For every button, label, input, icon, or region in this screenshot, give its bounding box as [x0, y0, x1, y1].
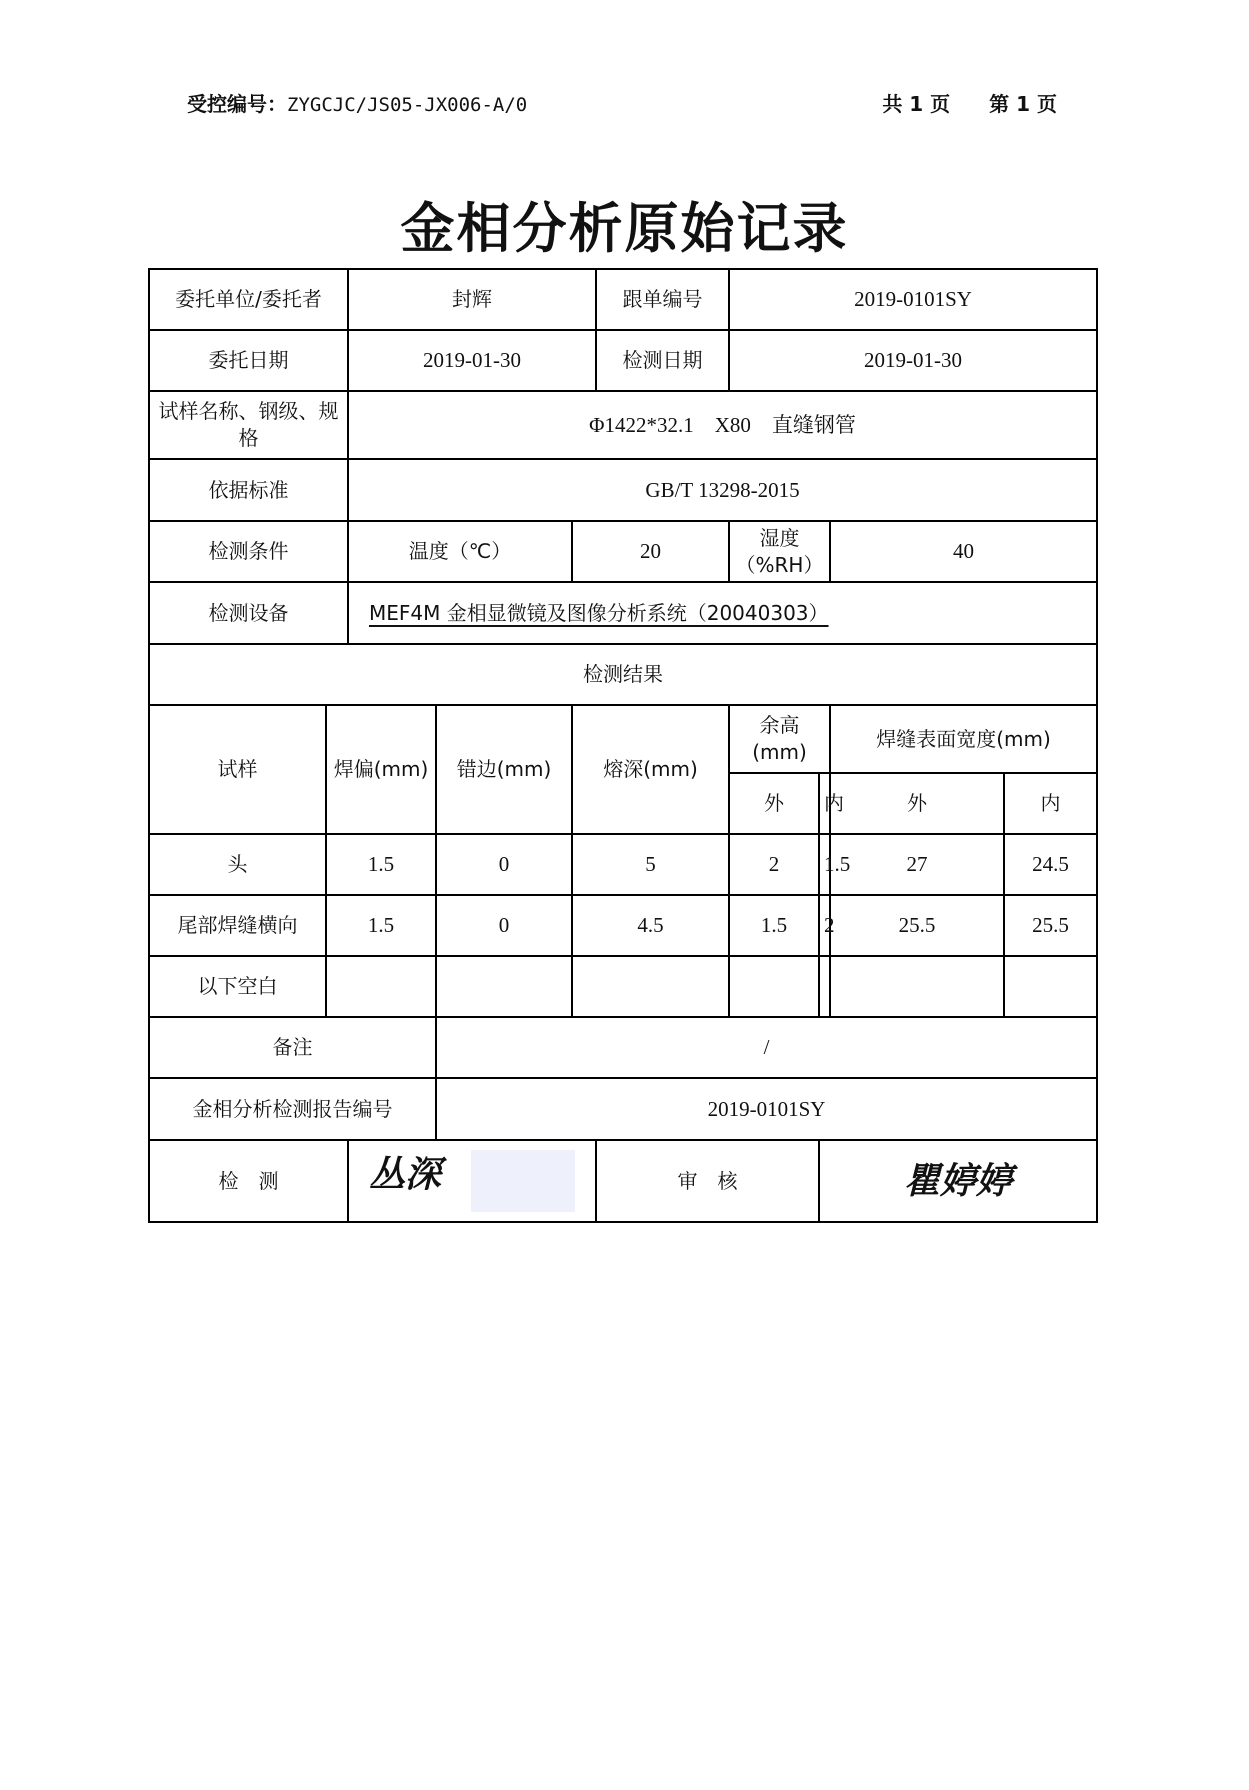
test-date-label: 检测日期: [596, 330, 729, 391]
col-penetration: 熔深(mm): [572, 705, 729, 834]
row-sample-name: 尾部焊缝横向: [149, 895, 326, 956]
test-date-value: 2019-01-30: [729, 330, 1097, 391]
equipment-row: [149, 582, 1097, 644]
conditions-label: 检测条件: [149, 521, 348, 582]
row-width-outer: [830, 956, 1004, 1017]
col-reinforcement: 余高(mm): [729, 705, 830, 773]
sample-spec-value: Φ1422*32.1 X80 直缝钢管: [348, 391, 1097, 459]
row-sample-name: 头: [149, 834, 326, 895]
row-reinf-outer: 2: [729, 834, 819, 895]
row-penetration: 4.5: [572, 895, 729, 956]
sample-spec-row: [149, 391, 1097, 459]
results-title: 检测结果: [149, 644, 1097, 705]
standard-row: [149, 459, 1097, 521]
col-reinf-inner: 内: [819, 773, 830, 834]
col-weld-width: 焊缝表面宽度(mm): [830, 705, 1097, 773]
page-title: 金相分析原始记录: [400, 197, 849, 260]
remarks-label: 备注: [149, 1017, 436, 1078]
row-misalignment: 0: [436, 834, 572, 895]
row-reinf-outer: [729, 956, 819, 1017]
total-pages: 共 1 页: [882, 92, 951, 116]
tester-signature: 丛深: [368, 1153, 441, 1196]
signature-row: [149, 1140, 1097, 1222]
table-row: [149, 895, 1097, 956]
table-row: [149, 834, 1097, 895]
remarks-value: /: [436, 1017, 1097, 1078]
standard-label: 依据标准: [149, 459, 348, 521]
client-label: 委托单位/委托者: [149, 269, 348, 330]
record-table: [148, 268, 1098, 1223]
report-number-value: 2019-0101SY: [436, 1078, 1097, 1140]
col-width-outer: 外: [830, 773, 1004, 834]
row-reinf-inner: 1.5: [819, 834, 830, 895]
row-weld-offset: [326, 956, 436, 1017]
control-number: [187, 88, 527, 117]
reviewer-label: 审 核: [596, 1140, 819, 1222]
sample-spec-label: 试样名称、钢级、规格: [149, 391, 348, 459]
row-width-inner: [1004, 956, 1097, 1017]
report-number-row: [149, 1078, 1097, 1140]
report-number-label: 金相分析检测报告编号: [149, 1078, 436, 1140]
commission-date-label: 委托日期: [149, 330, 348, 391]
remarks-row: [149, 1017, 1097, 1078]
col-sample: 试样: [149, 705, 326, 834]
page-number: 第 1 页: [989, 92, 1057, 116]
row-penetration: [572, 956, 729, 1017]
reviewer-signature: 瞿婷婷: [904, 1159, 1013, 1202]
commission-date-value: 2019-01-30: [348, 330, 596, 391]
conditions-row: [149, 521, 1097, 582]
row-misalignment: 0: [436, 895, 572, 956]
row-weld-offset: 1.5: [326, 834, 436, 895]
client-value: 封辉: [348, 269, 596, 330]
row-width-inner: 25.5: [1004, 895, 1097, 956]
col-reinf-outer: 外: [729, 773, 819, 834]
results-title-row: [149, 644, 1097, 705]
control-number-code: ZYGCJC/JS05-JX006-A/0: [287, 94, 528, 116]
table-row: [149, 956, 1097, 1017]
row-width-outer: 27: [830, 834, 1004, 895]
tester-label: 检 测: [149, 1140, 348, 1222]
tracking-value: 2019-0101SY: [729, 269, 1097, 330]
equipment-value: MEF4M 金相显微镜及图像分析系统（20040303）: [369, 600, 829, 625]
temperature-label: 温度（℃）: [348, 521, 572, 582]
client-row: [149, 269, 1097, 330]
col-width-inner: 内: [1004, 773, 1097, 834]
standard-value: GB/T 13298-2015: [348, 459, 1097, 521]
row-reinf-outer: 1.5: [729, 895, 819, 956]
results-header-row: [149, 705, 1097, 773]
humidity-label: 湿度（%RH）: [729, 521, 830, 582]
humidity-value: 40: [830, 521, 1097, 582]
control-number-label: 受控编号：: [187, 92, 287, 116]
col-weld-offset: 焊偏(mm): [326, 705, 436, 834]
row-sample-name: 以下空白: [149, 956, 326, 1017]
date-row: [149, 330, 1097, 391]
row-width-outer: 25.5: [830, 895, 1004, 956]
equipment-label: 检测设备: [149, 582, 348, 644]
row-reinf-inner: 2: [819, 895, 830, 956]
redacted-area: [471, 1150, 575, 1212]
row-weld-offset: 1.5: [326, 895, 436, 956]
row-reinf-inner: [819, 956, 830, 1017]
tracking-label: 跟单编号: [596, 269, 729, 330]
col-misalignment: 错边(mm): [436, 705, 572, 834]
row-misalignment: [436, 956, 572, 1017]
page-info: [850, 88, 1057, 117]
temperature-value: 20: [572, 521, 729, 582]
row-width-inner: 24.5: [1004, 834, 1097, 895]
row-penetration: 5: [572, 834, 729, 895]
